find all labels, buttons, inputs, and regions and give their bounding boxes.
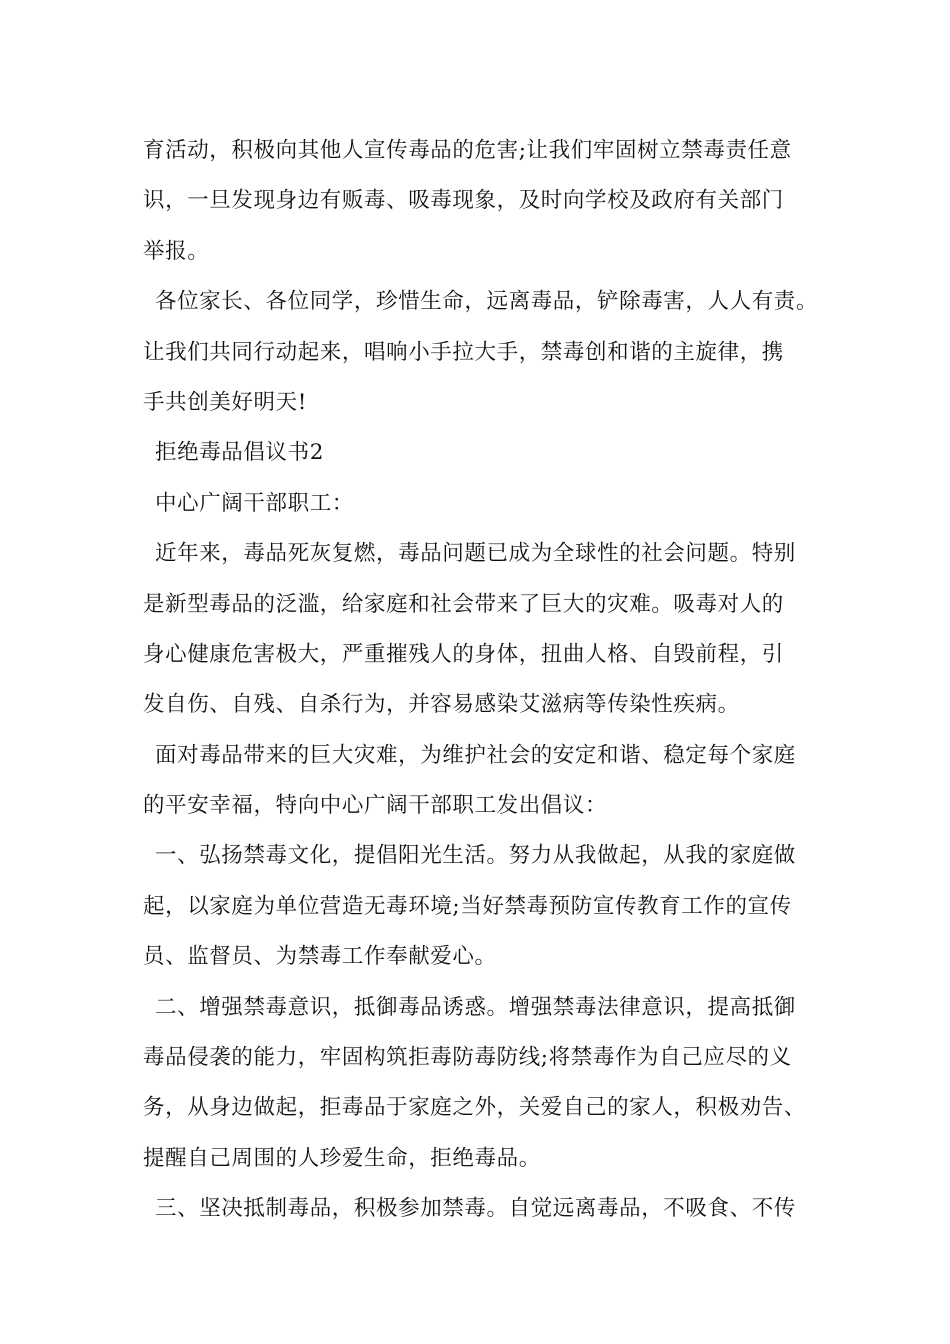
text-line: 育活动，积极向其他人宣传毒品的危害;让我们牢固树立禁毒责任意 bbox=[143, 138, 792, 163]
paragraph-first-line: 二、增强禁毒意识，抵御毒品诱惑。增强禁毒法律意识，提高抵御 bbox=[155, 994, 796, 1020]
text-line: 的平安幸福，特向中心广阔干部职工发出倡议： bbox=[143, 793, 608, 819]
text-line: 让我们共同行动起来，唱响小手拉大手，禁毒创和谐的主旋律，携 bbox=[143, 339, 784, 365]
paragraph-first-line: 拒绝毒品倡议书2 bbox=[155, 440, 324, 466]
text-line: 是新型毒品的泛滥，给家庭和社会带来了巨大的灾难。吸毒对人的 bbox=[143, 591, 784, 617]
paragraph-first-line: 三、坚决抵制毒品，积极参加禁毒。自觉远离毒品，不吸食、不传 bbox=[155, 1196, 796, 1222]
text-line: 举报。 bbox=[143, 238, 210, 264]
text-line: 手共创美好明天! bbox=[143, 389, 307, 415]
paragraph-first-line: 面对毒品带来的巨大灾难，为维护社会的安定和谐、稳定每个家庭 bbox=[155, 742, 796, 768]
paragraph-first-line: 中心广阔干部职工： bbox=[155, 490, 354, 516]
text-line: 识，一旦发现身边有贩毒、吸毒现象，及时向学校及政府有关部门 bbox=[143, 188, 784, 214]
text-line: 员、监督员、为禁毒工作奉献爱心。 bbox=[143, 944, 497, 970]
text-line: 务，从身边做起，拒毒品于家庭之外，关爱自己的家人，积极劝告、 bbox=[143, 1095, 807, 1121]
paragraph-first-line: 一、弘扬禁毒文化，提倡阳光生活。努力从我做起，从我的家庭做 bbox=[155, 843, 796, 869]
text-line: 提醒自己周围的人珍爱生命，拒绝毒品。 bbox=[143, 1145, 541, 1171]
document-body bbox=[143, 126, 833, 1235]
text-line: 身心健康危害极大，严重摧残人的身体，扭曲人格、自毁前程，引 bbox=[143, 641, 784, 667]
text-line: 起，以家庭为单位营造无毒环境;当好禁毒预防宣传教育工作的宣传 bbox=[143, 893, 792, 919]
paragraph-first-line: 各位家长、各位同学，珍惜生命，远离毒品，铲除毒害，人人有责。 bbox=[155, 289, 819, 315]
text-line: 毒品侵袭的能力，牢固构筑拒毒防毒防线;将禁毒作为自己应尽的义 bbox=[143, 1045, 792, 1071]
text-line: 发自伤、自残、自杀行为，并容易感染艾滋病等传染性疾病。 bbox=[143, 692, 740, 718]
paragraph-first-line: 近年来，毒品死灰复燃，毒品问题已成为全球性的社会问题。特别 bbox=[155, 541, 796, 567]
